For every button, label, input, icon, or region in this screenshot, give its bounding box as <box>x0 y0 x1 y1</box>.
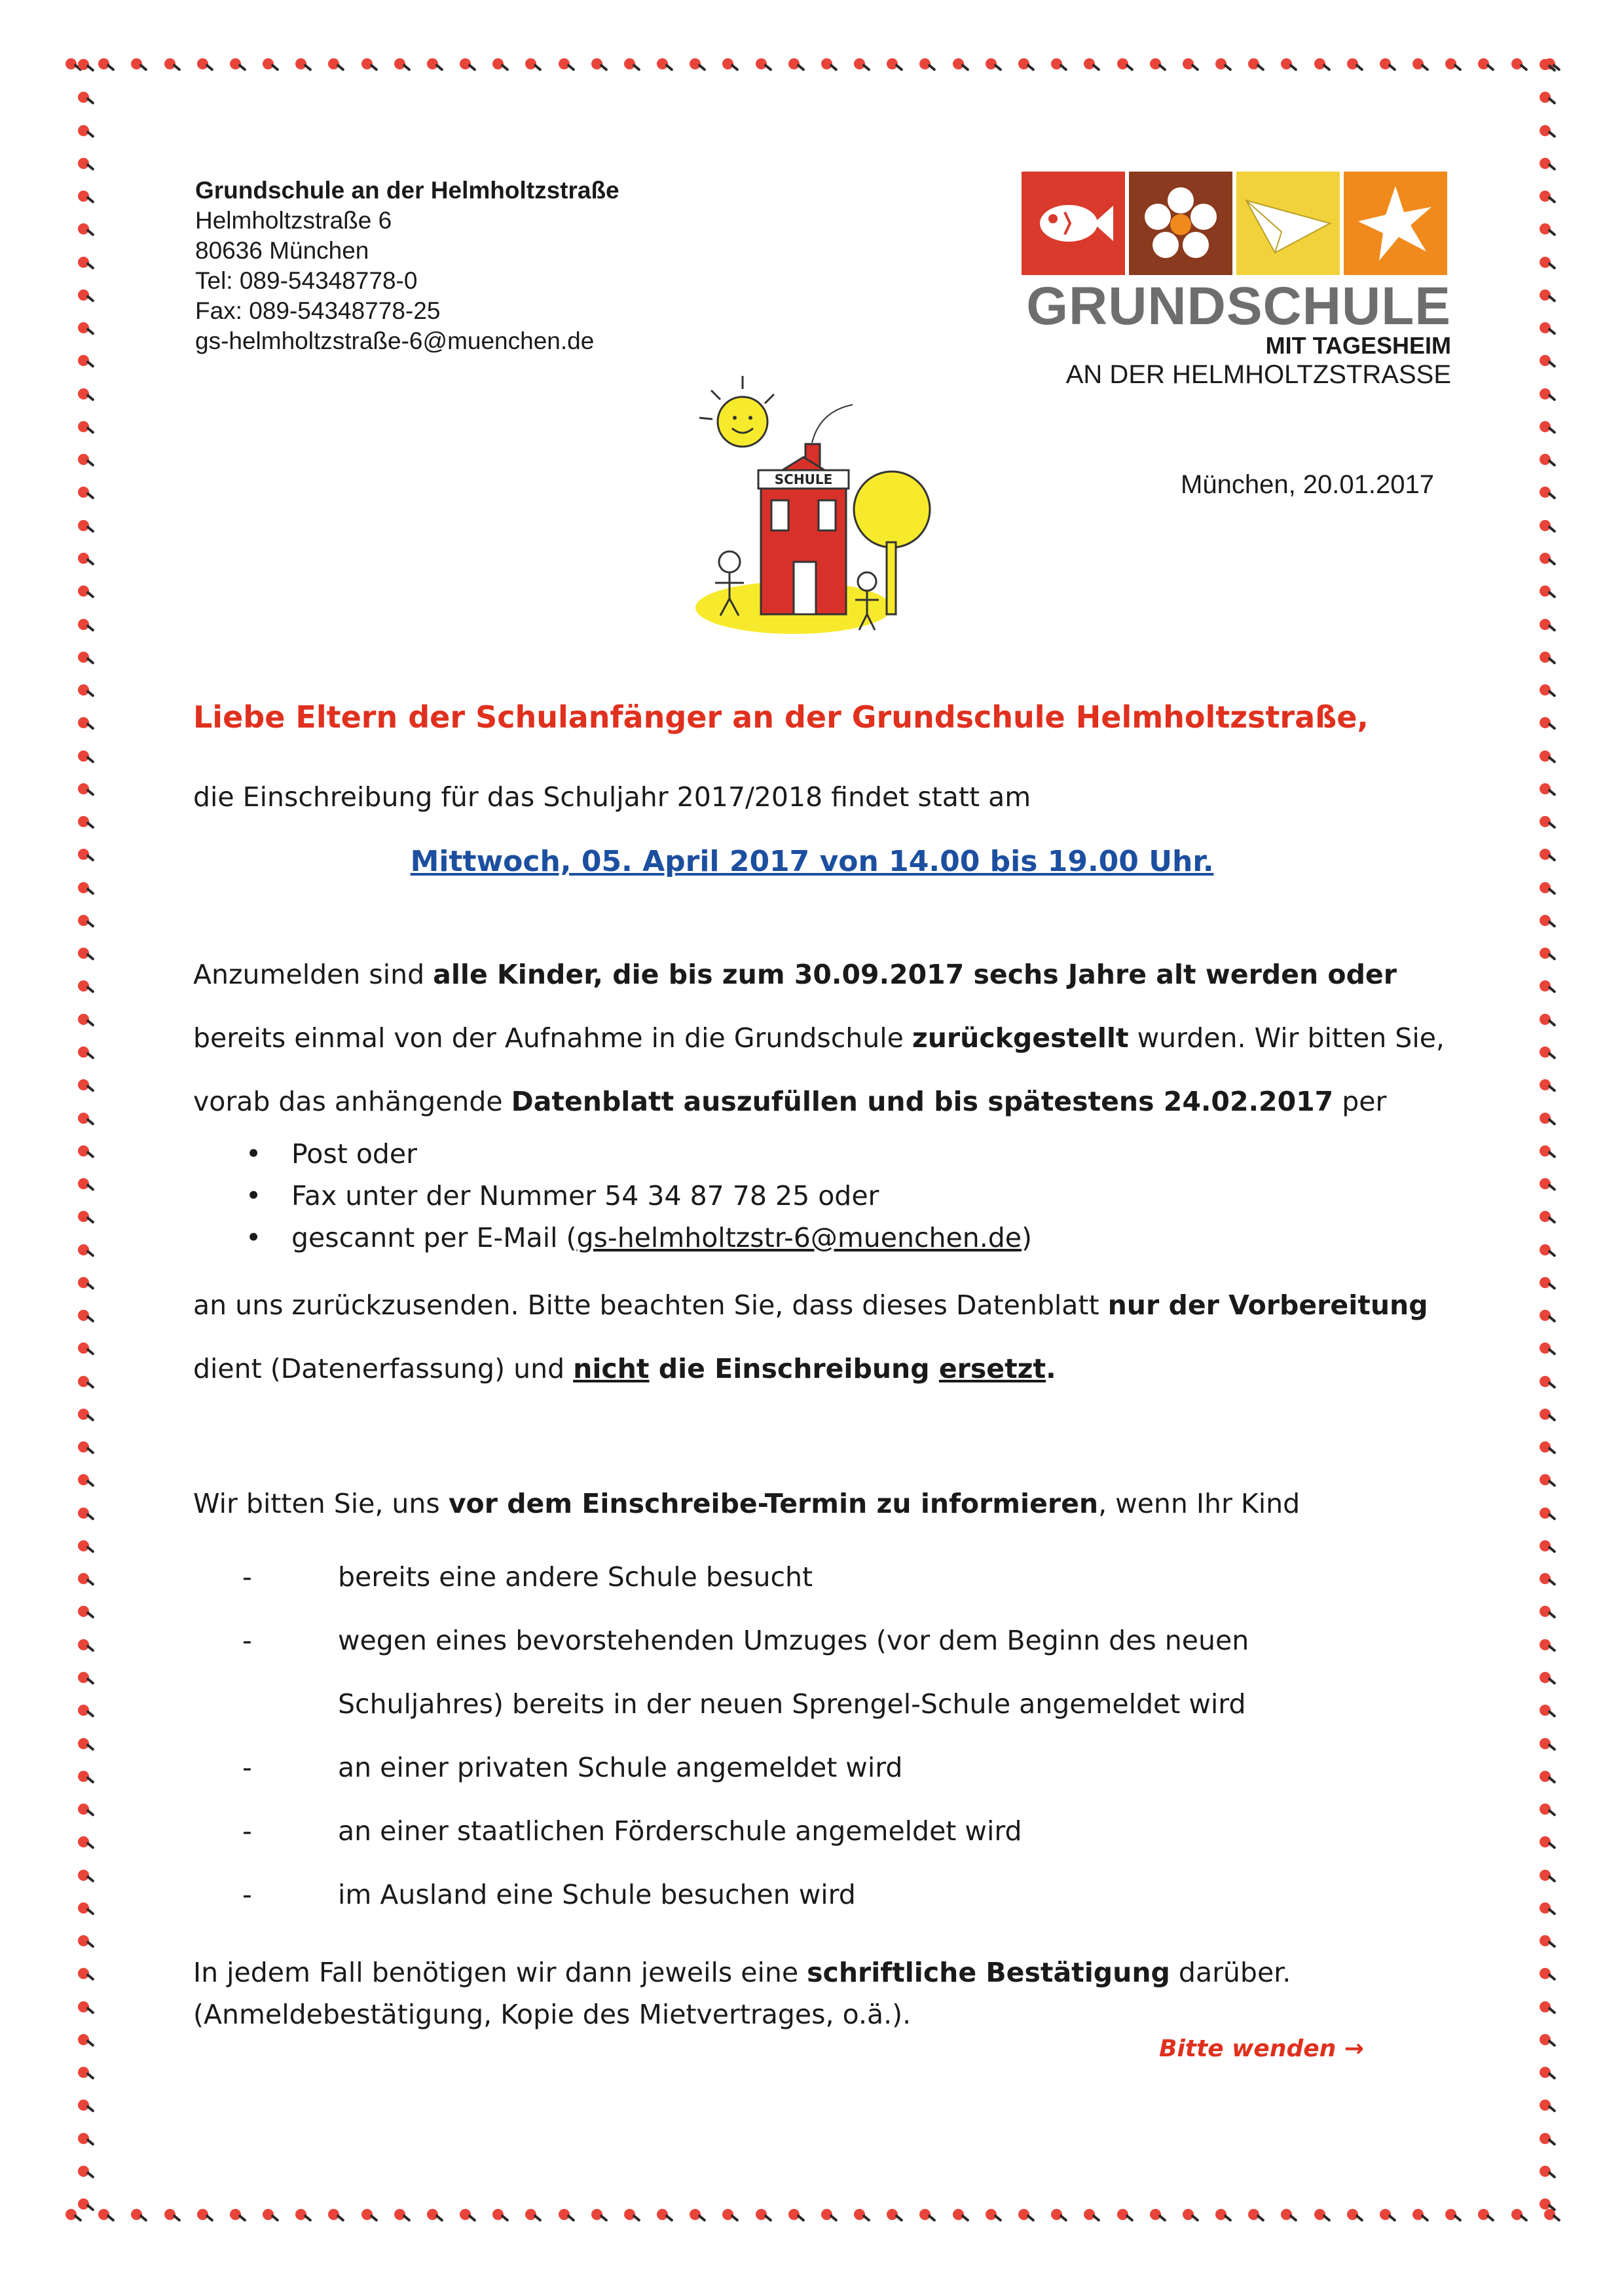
para2-bold-2: die Einschreibung <box>649 1353 939 1384</box>
paragraph-inform <box>193 1488 1470 1519</box>
border-dot <box>197 2209 212 2223</box>
border-dot <box>1540 125 1554 139</box>
border-dot <box>78 1804 92 1818</box>
border-dot <box>591 58 606 73</box>
border-dot <box>1540 1441 1554 1456</box>
border-dot <box>78 1606 92 1620</box>
border-dot <box>78 1046 92 1061</box>
border-dot <box>1215 58 1230 73</box>
border-dot <box>78 1178 92 1193</box>
border-top <box>65 51 1559 80</box>
border-dot <box>1540 2198 1554 2213</box>
border-dot <box>788 58 803 73</box>
border-dot <box>78 1771 92 1785</box>
border-dot <box>1445 2209 1460 2223</box>
border-dot <box>1412 58 1427 73</box>
border-dot <box>295 58 310 73</box>
border-dot <box>78 816 92 830</box>
border-dot <box>1540 1705 1554 1719</box>
border-dot <box>1540 1771 1554 1785</box>
border-dot <box>492 2209 507 2223</box>
border-dot <box>78 1376 92 1390</box>
school-clipart <box>695 372 944 647</box>
border-dot <box>78 2001 92 2016</box>
border-dot <box>1540 2001 1554 2016</box>
border-dot <box>1540 454 1554 468</box>
border-dot <box>78 1211 92 1225</box>
border-dot <box>78 2034 92 2048</box>
border-dot <box>657 58 671 73</box>
border-dot <box>492 58 507 73</box>
border-dot <box>919 58 934 73</box>
logo-brand: GRUNDSCHULE <box>1026 276 1451 336</box>
border-dot <box>1540 92 1554 106</box>
paper-plane-icon <box>1236 172 1340 275</box>
border-dot <box>78 1409 92 1423</box>
border-dot <box>78 1705 92 1719</box>
border-dot <box>78 191 92 205</box>
border-dot <box>1248 2209 1263 2223</box>
para1-text-1: Anzumelden sind <box>193 959 434 990</box>
border-dot <box>1540 1014 1554 1028</box>
border-dot <box>328 58 342 73</box>
border-dot <box>1478 2209 1492 2223</box>
border-dot <box>78 1113 92 1127</box>
border-dot <box>1281 58 1295 73</box>
cases-list <box>242 1546 1249 1927</box>
border-dot <box>1540 1968 1554 1982</box>
border-dot <box>986 2209 1000 2223</box>
border-dot <box>1540 1113 1554 1127</box>
border-dot <box>690 2209 704 2223</box>
border-dot <box>78 717 92 731</box>
border-dot <box>887 58 901 73</box>
border-dot <box>854 58 868 73</box>
logo-tiles <box>1022 172 1451 275</box>
border-dot <box>78 1244 92 1259</box>
border-dot <box>78 1672 92 1686</box>
border-dot <box>78 882 92 897</box>
bullet-email-suffix: ) <box>1022 1222 1032 1253</box>
border-dot <box>78 1836 92 1851</box>
border-dot <box>756 2209 770 2223</box>
border-dot <box>919 2209 934 2223</box>
border-dot <box>887 2209 901 2223</box>
border-dot <box>1540 816 1554 830</box>
border-dot <box>78 1310 92 1324</box>
para1-bold-1: alle Kinder, die bis zum 30.09.2017 sechs Jahre alt werden oder <box>433 959 1397 990</box>
para2-underline-1: nicht <box>573 1353 650 1384</box>
border-dot <box>1540 1672 1554 1686</box>
border-dot <box>78 585 92 600</box>
sun-icon <box>699 376 774 447</box>
intro-line: die Einschreibung für das Schuljahr 2017/2018 findet statt am <box>193 781 1031 813</box>
border-dot <box>1478 58 1492 73</box>
school-name: Grundschule an der Helmholtzstraße <box>195 177 619 204</box>
border-dot <box>78 684 92 699</box>
border-dot <box>1018 2209 1033 2223</box>
border-dot <box>394 58 409 73</box>
border-dot <box>78 948 92 962</box>
school-sign: SCHULE <box>774 472 833 487</box>
list-item <box>246 1217 1032 1259</box>
border-dot <box>1540 1310 1554 1324</box>
border-dot <box>1347 2209 1361 2223</box>
para1-text-2: bereits einmal von der Aufnahme in die Grundschule <box>193 1022 912 1054</box>
list-item: - im Ausland eine Schule besuchen wird <box>242 1863 1249 1927</box>
logo-subtitle-2: AN DER HELMHOLTZSTRASSE <box>1065 360 1451 389</box>
border-left <box>71 59 100 2213</box>
border-dot <box>230 58 244 73</box>
border-dot <box>78 322 92 337</box>
border-dot <box>78 1573 92 1587</box>
border-dot <box>1540 1573 1554 1587</box>
border-dot <box>1540 1211 1554 1225</box>
border-dot <box>1540 1178 1554 1193</box>
border-dot <box>78 2067 92 2081</box>
list-item: - bereits eine andere Schule besucht <box>242 1546 1249 1609</box>
border-dot <box>1314 2209 1329 2223</box>
school-city: 80636 München <box>195 237 369 264</box>
paragraph-note <box>193 1274 1470 1401</box>
border-dot <box>131 2209 145 2223</box>
border-dot <box>1248 58 1263 73</box>
border-dot <box>78 1079 92 1094</box>
please-turn-over: Bitte wenden → <box>1159 2035 1364 2062</box>
school-email: gs-helmholtzstraße-6@muenchen.de <box>195 327 595 354</box>
border-dot <box>78 1508 92 1522</box>
border-dot <box>78 257 92 271</box>
border-dot <box>756 58 770 73</box>
border-dot <box>1540 355 1554 369</box>
border-dot <box>1540 289 1554 304</box>
border-dot <box>361 2209 376 2223</box>
border-dot <box>78 1342 92 1357</box>
border-dot <box>624 2209 638 2223</box>
border-dot <box>1540 1277 1554 1291</box>
border-dot <box>1084 58 1098 73</box>
border-dot <box>854 2209 868 2223</box>
border-dot <box>525 58 540 73</box>
border-dot <box>1540 1342 1554 1357</box>
border-dot <box>821 2209 836 2223</box>
border-dot <box>78 1902 92 1917</box>
para3-text-2: , wenn Ihr Kind <box>1098 1488 1301 1519</box>
border-dot <box>1540 2166 1554 2180</box>
border-dot <box>1051 58 1065 73</box>
border-dot <box>1540 487 1554 501</box>
border-dot <box>657 2209 671 2223</box>
border-dot <box>1117 2209 1132 2223</box>
salutation: Liebe Eltern der Schulanfänger an der Grundschule Helmholtzstraße, <box>193 699 1369 735</box>
fish-icon <box>1022 172 1125 275</box>
border-dot <box>1183 58 1197 73</box>
star-icon <box>1344 172 1447 275</box>
border-dot <box>1540 619 1554 633</box>
border-dot <box>78 1968 92 1982</box>
school-fax: Fax: 089-54348778-25 <box>195 297 441 324</box>
border-dot <box>1540 915 1554 929</box>
border-dot <box>1380 2209 1394 2223</box>
border-dot <box>263 2209 277 2223</box>
border-dot <box>1281 2209 1295 2223</box>
border-dot <box>1540 1079 1554 1094</box>
logo-subtitle-1: MIT TAGESHEIM <box>1265 332 1451 359</box>
border-dot <box>1540 322 1554 337</box>
para2-underline-2: ersetzt <box>938 1353 1046 1384</box>
border-dot <box>78 2198 92 2213</box>
final-bold-1: schriftliche Bestätigung <box>807 1957 1170 1988</box>
border-dot <box>78 1014 92 1028</box>
border-dot <box>690 58 704 73</box>
para2-text-3: . <box>1046 1353 1056 1384</box>
border-dot <box>78 1870 92 1884</box>
border-dot <box>591 2209 606 2223</box>
border-dot <box>1540 158 1554 172</box>
school-logo <box>1022 172 1451 390</box>
list-item: • Post oder <box>246 1133 1032 1175</box>
event-date-text: Mittwoch, 05. April 2017 von 14.00 bis 19.00 Uhr. <box>410 845 1214 878</box>
paragraph-registration <box>193 943 1470 1134</box>
border-dot <box>1540 191 1554 205</box>
list-item: - wegen eines bevorstehenden Umzuges (vor dem Beginn des neuen <box>242 1609 1249 1673</box>
border-dot <box>78 783 92 798</box>
border-dot <box>1117 58 1132 73</box>
para2-text-1: an uns zurückzusenden. Bitte beachten Sie, dass dieses Datenblatt <box>193 1289 1108 1321</box>
border-dot <box>78 2166 92 2180</box>
border-dot <box>78 92 92 106</box>
border-dot <box>78 487 92 501</box>
border-dot <box>427 58 441 73</box>
border-dot <box>1540 684 1554 699</box>
border-dot <box>1540 1935 1554 1950</box>
final-text-1: In jedem Fall benötigen wir dann jeweils eine <box>193 1957 807 1988</box>
border-dot <box>78 454 92 468</box>
border-dot <box>78 1277 92 1291</box>
para1-bold-2: zurückgestellt <box>912 1022 1129 1054</box>
border-dot <box>1540 948 1554 962</box>
border-dot <box>1540 1606 1554 1620</box>
border-dot <box>722 2209 737 2223</box>
para1-bold-3: Datenblatt auszufüllen und bis spätestens 24.02.2017 <box>511 1086 1334 1117</box>
border-dot <box>78 2100 92 2114</box>
border-dot <box>953 2209 967 2223</box>
border-dot <box>78 1441 92 1456</box>
border-dot <box>460 58 474 73</box>
border-dot <box>1347 58 1361 73</box>
border-dot <box>1511 2209 1526 2223</box>
border-dot <box>78 619 92 633</box>
border-dot <box>559 58 573 73</box>
border-dot <box>197 58 212 73</box>
border-dot <box>78 223 92 238</box>
border-dot <box>1540 980 1554 995</box>
bullet-email-prefix: gescannt per E-Mail ( <box>291 1222 577 1253</box>
border-dot <box>328 2209 342 2223</box>
border-right <box>1532 59 1561 2213</box>
border-dot <box>1540 1508 1554 1522</box>
border-dot <box>1540 585 1554 600</box>
border-dot <box>722 58 737 73</box>
border-dot <box>1540 421 1554 435</box>
list-item: - an einer staatlichen Förderschule angemeldet wird <box>242 1800 1249 1863</box>
border-dot <box>131 58 145 73</box>
para3-bold-1: vor dem Einschreibe-Termin zu informieren <box>448 1488 1099 1519</box>
border-dot <box>821 58 836 73</box>
border-dot <box>1540 1902 1554 1917</box>
border-dot <box>164 58 179 73</box>
letter-date: München, 20.01.2017 <box>1181 470 1434 499</box>
submission-methods-list <box>246 1133 1032 1259</box>
border-dot <box>230 2209 244 2223</box>
border-dot <box>1540 59 1554 73</box>
event-date <box>0 845 1624 878</box>
border-dot <box>1445 58 1460 73</box>
para2-text-2: dient (Datenerfassung) und <box>193 1353 574 1384</box>
para3-text-1: Wir bitten Sie, uns <box>193 1488 449 1519</box>
final-line-1 <box>193 1952 1470 1993</box>
border-dot <box>460 2209 474 2223</box>
final-text-2: darüber. <box>1170 1957 1291 1988</box>
border-dot <box>1540 1409 1554 1423</box>
border-dot <box>1215 2209 1230 2223</box>
border-dot <box>1540 1870 1554 1884</box>
border-dot <box>78 158 92 172</box>
border-dot <box>164 2209 179 2223</box>
border-dot <box>1150 2209 1164 2223</box>
border-dot <box>78 980 92 995</box>
border-dot <box>1540 1145 1554 1160</box>
border-dot <box>1412 2209 1427 2223</box>
border-dot <box>1051 2209 1065 2223</box>
border-dot <box>1540 1244 1554 1259</box>
border-dot <box>78 1935 92 1950</box>
border-dot <box>1540 652 1554 666</box>
para1-text-3: wurden. Wir bitten Sie, vorab das anhängende <box>193 1022 1445 1117</box>
paragraph-confirmation <box>193 1952 1470 2035</box>
flower-icon <box>1129 172 1232 275</box>
border-dot <box>1540 717 1554 731</box>
border-dot <box>1540 1836 1554 1851</box>
border-dot <box>1540 520 1554 534</box>
border-dot <box>1018 58 1033 73</box>
border-dot <box>953 58 967 73</box>
border-dot <box>1084 2209 1098 2223</box>
border-dot <box>78 388 92 403</box>
border-dot <box>1540 750 1554 765</box>
border-dot <box>78 915 92 929</box>
border-dot <box>624 58 638 73</box>
border-bottom <box>65 2202 1559 2231</box>
border-dot <box>427 2209 441 2223</box>
border-dot <box>78 1738 92 1752</box>
border-dot <box>78 1474 92 1489</box>
sender-address <box>195 176 619 356</box>
border-dot <box>986 58 1000 73</box>
list-item: - an einer privaten Schule angemeldet wird <box>242 1736 1249 1800</box>
border-dot <box>78 59 92 73</box>
border-dot <box>78 652 92 666</box>
border-dot <box>78 1540 92 1555</box>
border-dot <box>1540 1804 1554 1818</box>
border-dot <box>1540 783 1554 798</box>
border-dot <box>78 125 92 139</box>
border-dot <box>78 750 92 765</box>
border-dot <box>1540 2100 1554 2114</box>
border-dot <box>394 2209 409 2223</box>
border-dot <box>1540 882 1554 897</box>
border-dot <box>1540 1046 1554 1061</box>
border-dot <box>78 289 92 304</box>
border-dot <box>1540 257 1554 271</box>
border-dot <box>78 1145 92 1160</box>
border-dot <box>78 2133 92 2147</box>
border-dot <box>98 2209 113 2223</box>
border-dot <box>525 2209 540 2223</box>
border-dot <box>788 2209 803 2223</box>
para1-text-4: per <box>1333 1086 1387 1117</box>
border-dot <box>1183 2209 1197 2223</box>
email-link[interactable]: gs-helmholtzstr-6@muenchen.de <box>576 1222 1022 1253</box>
border-dot <box>1540 223 1554 238</box>
school-tel: Tel: 089-54348778-0 <box>195 267 418 294</box>
border-dot <box>78 355 92 369</box>
list-item: Schuljahres) bereits in der neuen Sprengel-Schule angemeldet wird <box>338 1688 1246 1720</box>
para2-bold-1: nur der Vorbereitung <box>1107 1289 1428 1321</box>
border-dot <box>1314 58 1329 73</box>
border-dot <box>295 2209 310 2223</box>
border-dot <box>1540 1639 1554 1654</box>
border-dot <box>78 520 92 534</box>
list-item: • Fax unter der Nummer 54 34 87 78 25 oder <box>246 1175 1032 1217</box>
border-dot <box>1540 1474 1554 1489</box>
border-dot <box>1540 388 1554 403</box>
border-dot <box>1540 1738 1554 1752</box>
border-dot <box>78 1639 92 1654</box>
final-line-2: (Anmeldebestätigung, Kopie des Mietvertrages, o.ä.). <box>193 1999 912 2030</box>
border-dot <box>98 58 113 73</box>
border-dot <box>78 421 92 435</box>
school-street: Helmholtzstraße 6 <box>195 207 392 234</box>
border-dot <box>1540 1540 1554 1555</box>
border-dot <box>263 58 277 73</box>
border-dot <box>1150 58 1164 73</box>
border-dot <box>559 2209 573 2223</box>
border-dot <box>1540 1376 1554 1390</box>
border-dot <box>361 58 376 73</box>
border-dot <box>78 553 92 567</box>
border-dot <box>1540 553 1554 567</box>
border-dot <box>1511 58 1526 73</box>
border-dot <box>1540 2034 1554 2048</box>
border-dot <box>1540 2067 1554 2081</box>
border-dot <box>1540 2133 1554 2147</box>
border-dot <box>1380 58 1394 73</box>
